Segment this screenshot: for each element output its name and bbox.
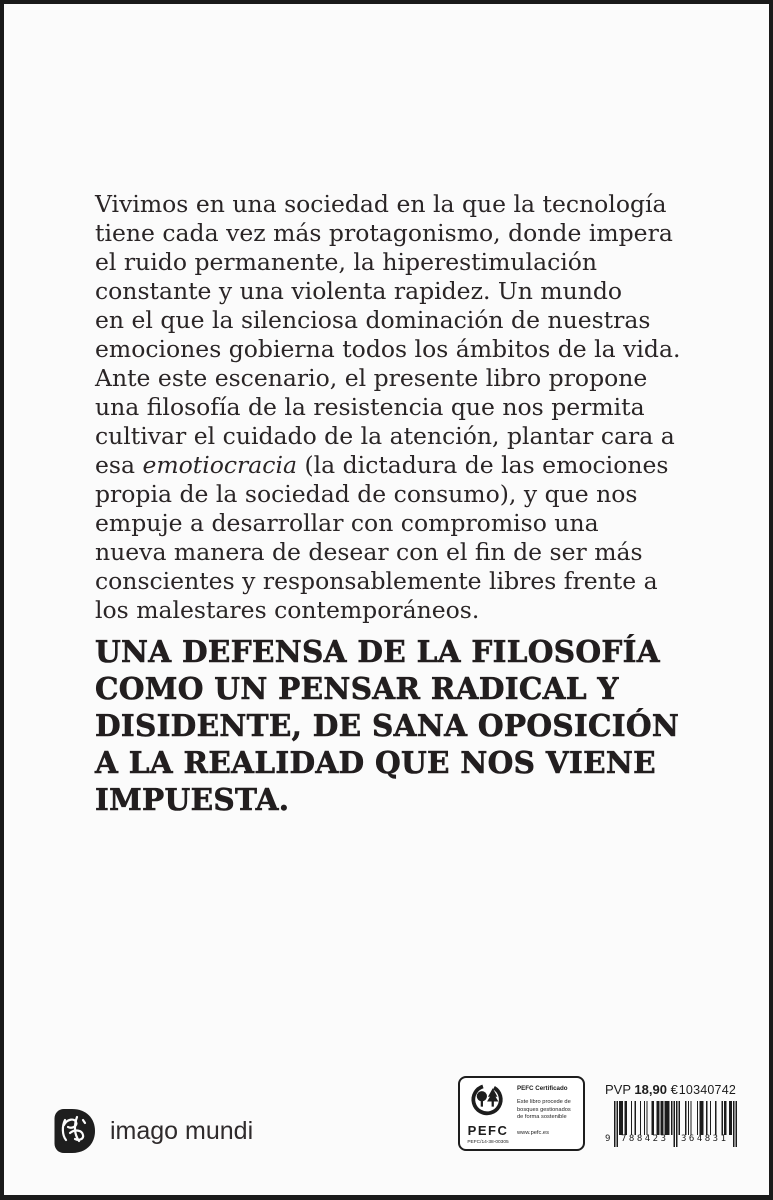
pefc-title: PEFC Certificado xyxy=(517,1085,568,1092)
price-row xyxy=(605,1083,736,1097)
pefc-body-line: bosques gestionados xyxy=(517,1106,571,1113)
pefc-cert-code: PEFC/14-38-00305 xyxy=(467,1139,509,1145)
pefc-body xyxy=(517,1099,579,1122)
headline-line: COMO UN PENSAR RADICAL Y xyxy=(95,671,619,706)
pvp-label: PVP xyxy=(605,1082,631,1097)
description-line: tiene cada vez más protagonismo, donde impera xyxy=(95,219,673,247)
description-line: una filosofía de la resistencia que nos permita xyxy=(95,393,645,421)
description-line: cultivar el cuidado de la atención, plantar cara a xyxy=(95,422,675,450)
headline xyxy=(95,633,679,818)
barcode-digits-left: 788423 xyxy=(621,1134,669,1144)
headline-line: A LA REALIDAD QUE NOS VIENE xyxy=(95,745,656,780)
publisher-name: imago mundi xyxy=(110,1117,254,1145)
description-line: el ruido permanente, la hiperestimulación xyxy=(95,248,598,276)
description-line: propia de la sociedad de consumo), y que nos xyxy=(95,480,638,508)
imago-mundi-logo-icon xyxy=(53,1108,97,1158)
description-line: en el que la silenciosa dominación de nuestras xyxy=(95,306,651,334)
description-line: nueva manera de desear con el fin de ser más xyxy=(95,538,643,566)
description-line: esa emotiocracia (la dictadura de las emociones xyxy=(95,451,669,479)
price-value: 18,90 xyxy=(634,1082,667,1097)
pefc-body-line: de forma sostenible xyxy=(517,1114,567,1121)
description-line: emociones gobierna todos los ámbitos de la vida. xyxy=(95,335,681,363)
pefc-trees-icon xyxy=(467,1083,509,1123)
pefc-logo-column xyxy=(460,1078,516,1149)
description-line: empuje a desarrollar con compromiso una xyxy=(95,509,599,537)
headline-line: UNA DEFENSA DE LA FILOSOFÍA xyxy=(95,634,660,669)
currency-symbol: € xyxy=(670,1082,678,1097)
description-line: Vivimos en una sociedad en la que la tecnología xyxy=(95,190,667,218)
product-code: 10340742 xyxy=(678,1083,736,1097)
book-description xyxy=(95,190,680,625)
headline-line: DISIDENTE, DE SANA OPOSICIÓN xyxy=(95,708,680,743)
price-barcode-block xyxy=(605,1083,736,1149)
barcode-digits-right: 364831 xyxy=(681,1134,729,1144)
pefc-text-column xyxy=(516,1078,583,1149)
barcode-digit-lead: 9 xyxy=(605,1134,611,1144)
publisher-logo-block xyxy=(53,1109,253,1156)
pefc-wordmark: PEFC xyxy=(467,1123,509,1138)
description-line: los malestares contemporáneos. xyxy=(95,596,480,624)
price xyxy=(605,1083,678,1097)
description-line: Ante este escenario, el presente libro propone xyxy=(95,364,648,392)
pefc-url: www.pefc.es xyxy=(517,1129,549,1136)
pefc-certification-box xyxy=(458,1076,585,1151)
description-line: conscientes y responsablemente libres frente a xyxy=(95,567,658,595)
pefc-body-line: Este libro procede de xyxy=(517,1099,571,1105)
headline-line: IMPUESTA. xyxy=(95,782,290,817)
description-line: constante y una violenta rapidez. Un mundo xyxy=(95,277,623,305)
